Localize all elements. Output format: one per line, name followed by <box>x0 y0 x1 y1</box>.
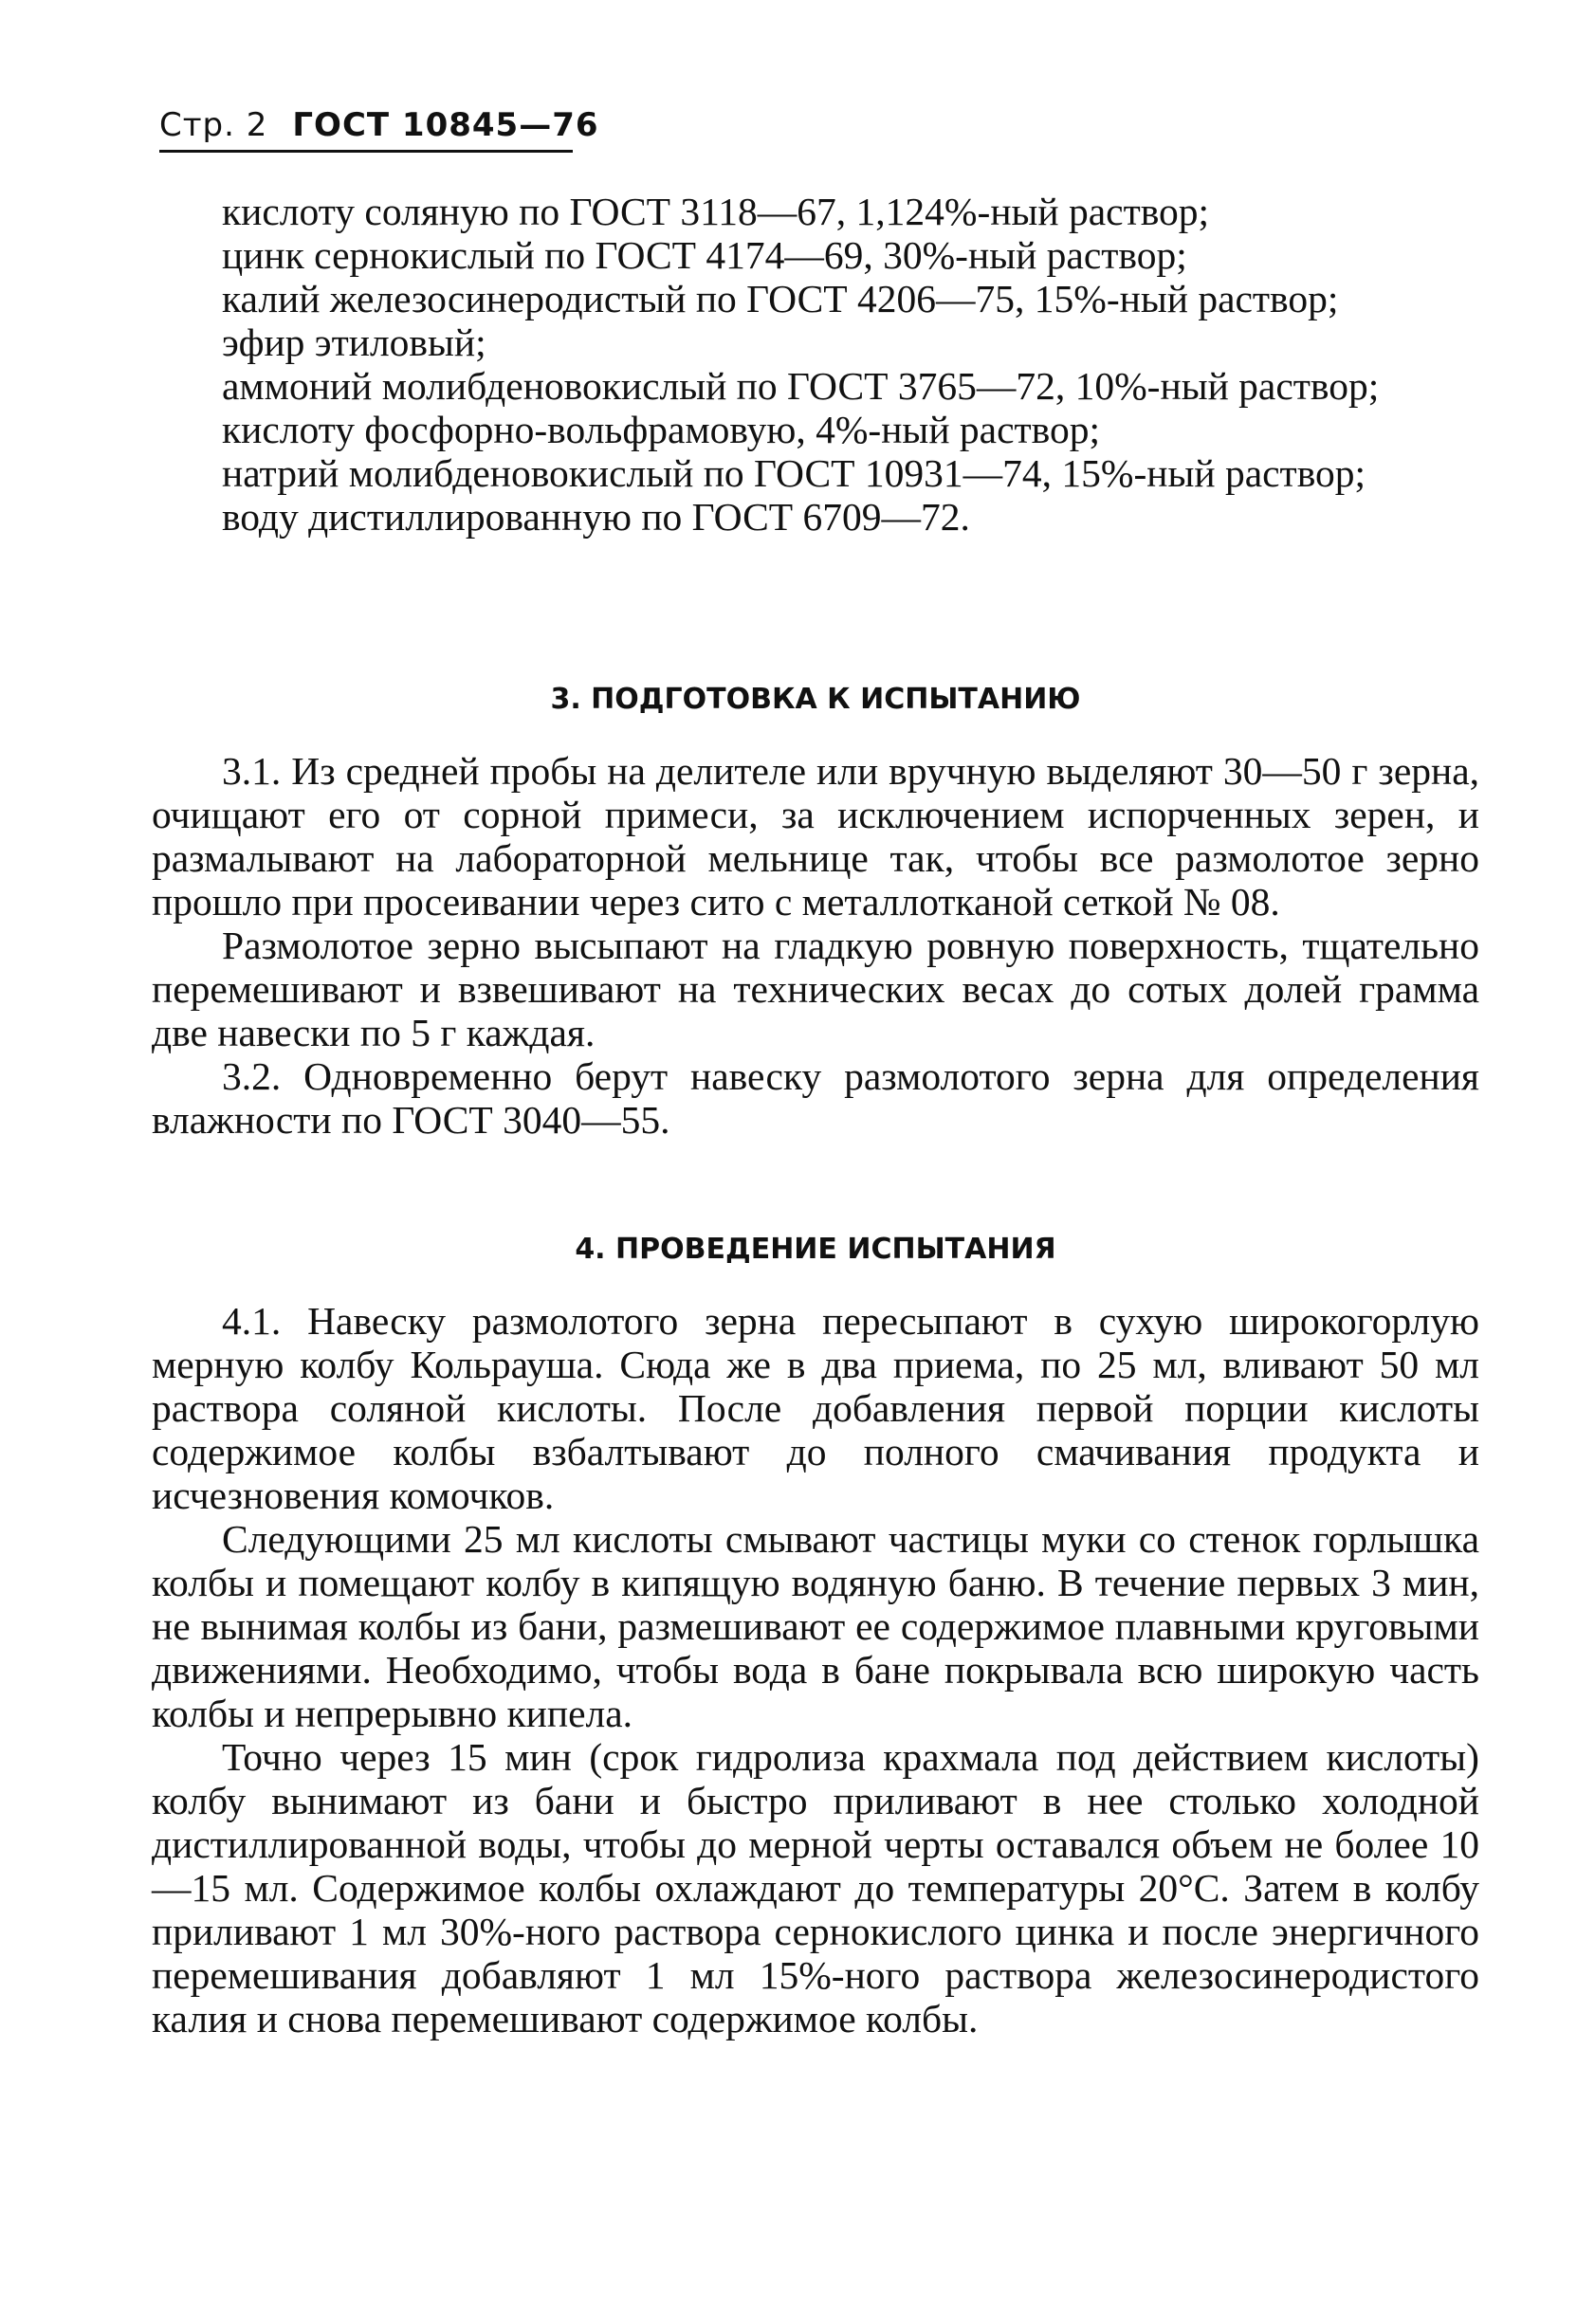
section-4-body <box>152 1299 1479 2040</box>
section-4-heading: 4. ПРОВЕДЕНИЕ ИСПЫТАНИЯ <box>575 1233 1056 1266</box>
paragraph-4-1-cont: Следующими 25 мл кислоты смывают частицы муки со стенок горлышка колбы и помещают колбу в кипящую водяную баню. В течение первых 3 мин, не вынимая колбы из бани, размешивают ее содержимое плавными круговыми движениями. Необходимо, чтобы вода в бане покрывала всю широкую часть колбы и непрерывно кипела. <box>152 1517 1479 1735</box>
reagent-item: кислоту соляную по ГОСТ 3118—67, 1,124%-ный раствор; <box>222 190 1210 233</box>
standard-number: ГОСТ 10845—76 <box>292 106 599 144</box>
running-header <box>159 106 599 144</box>
reagent-list <box>152 190 1479 539</box>
reagent-item: натрий молибденовокислый по ГОСТ 10931—74, 15%-ный раствор; <box>222 451 1366 495</box>
paragraph-4-1: 4.1. Навеску размолотого зерна пересыпают в сухую широкогорлую мерную колбу Кольрауша. Сюда же в два приема, по 25 мл, вливают 50 мл раствора соляной кислоты. После добавления первой порции кислоты содержимое колбы взбалтывают до полного смачивания продукта и исчезновения комочков. <box>152 1299 1479 1517</box>
paragraph-3-1: 3.1. Из средней пробы на делителе или вручную выделяют 30—50 г зерна, очищают его от сорной примеси, за исключением испорченных зерен, и размалывают на лабораторной мельнице так, чтобы все размолотое зерно прошло при просеивании через сито с металлотканой сеткой № 08. <box>152 749 1479 924</box>
reagent-item: аммоний молибденовокислый по ГОСТ 3765—72, 10%-ный раствор; <box>222 364 1380 408</box>
reagent-item: эфир этиловый; <box>222 320 486 364</box>
paragraph-3-2: 3.2. Одновременно берут навеску размолотого зерна для определения влажности по ГОСТ 3040—55. <box>152 1054 1479 1142</box>
page-number: Стр. 2 <box>159 106 268 144</box>
reagent-item: воду дистиллированную по ГОСТ 6709—72. <box>222 495 970 539</box>
section-3-heading: 3. ПОДГОТОВКА К ИСПЫТАНИЮ <box>550 683 1081 716</box>
reagent-item: калий железосинеродистый по ГОСТ 4206—75, 15%-ный раствор; <box>222 277 1339 320</box>
paragraph-4-1-cont-2: Точно через 15 мин (срок гидролиза крахмала под действием кислоты) колбу вынимают из бани и быстро приливают в нее столько холодной дистиллированной воды, чтобы до мерной черты оставался объем не более 10—15 мл. Содержимое колбы охлаждают до температуры 20°С. Затем в колбу приливают 1 мл 30%-ного раствора сернокислого цинка и после энергичного перемешивания добавляют 1 мл 15%-ного раствора железосинеродистого калия и снова перемешивают содержимое колбы. <box>152 1735 1479 2040</box>
reagent-item: кислоту фосфорно-вольфрамовую, 4%-ный раствор; <box>222 408 1100 451</box>
paragraph-3-1-cont: Размолотое зерно высыпают на гладкую ровную поверхность, тщательно перемешивают и взвешивают на технических весах до сотых долей грамма две навески по 5 г каждая. <box>152 924 1479 1054</box>
reagent-item: цинк сернокислый по ГОСТ 4174—69, 30%-ный раствор; <box>222 233 1187 277</box>
header-rule <box>159 150 573 153</box>
section-3-body <box>152 749 1479 1142</box>
